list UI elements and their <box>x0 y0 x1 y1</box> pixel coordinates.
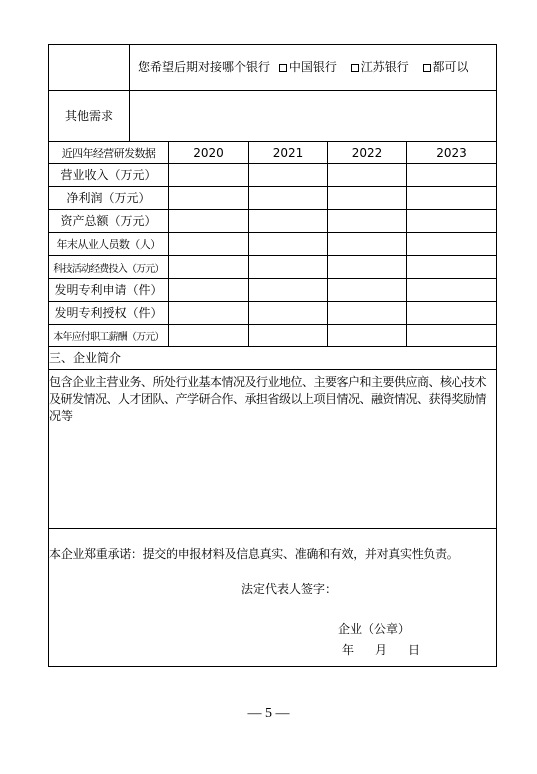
row-label-net-profit: 净利润（万元） <box>48 186 169 210</box>
row-label-payroll: 本年应付职工薪酬（万元） <box>48 324 169 347</box>
patent-applications-2020[interactable] <box>168 278 249 302</box>
date-year-label: 年 <box>342 643 355 657</box>
commitment-statement: 本企业郑重承诺：提交的申报材料及信息真实、准确和有效，并对真实性负责。 <box>49 547 459 561</box>
row-label-patent-applications: 发明专利申请（件） <box>48 278 169 302</box>
rd-investment-2023[interactable] <box>406 255 497 279</box>
other-needs-field[interactable] <box>129 90 497 142</box>
payroll-2023[interactable] <box>406 324 497 347</box>
bank-question: 您希望后期对接哪个银行 <box>138 60 271 74</box>
row-label-patent-grants: 发明专利授权（件） <box>48 301 169 325</box>
year-header-2022: 2022 <box>327 141 407 164</box>
intro-line-3: 况等 <box>49 409 74 423</box>
bank-preference-line <box>138 61 469 73</box>
option-jiangsu-bank: 江苏银行 <box>360 60 409 74</box>
checkbox-either-bank[interactable] <box>423 64 431 72</box>
net-profit-2020[interactable] <box>168 186 249 210</box>
employees-2021[interactable] <box>248 232 328 256</box>
row-label-employees: 年末从业人员数（人） <box>48 232 169 256</box>
patent-grants-2020[interactable] <box>168 301 249 325</box>
year-header-2020: 2020 <box>168 141 249 164</box>
option-either-bank: 都可以 <box>432 60 469 74</box>
patent-applications-2023[interactable] <box>406 278 497 302</box>
bank-row-blank-cell <box>48 44 130 91</box>
row-label-rd-investment: 科技活动经费投入（万元） <box>48 255 169 279</box>
revenue-2022[interactable] <box>327 163 407 187</box>
page-number: — 5 — <box>247 706 290 721</box>
company-seal-label: 企业（公章） <box>338 622 411 636</box>
total-assets-2021[interactable] <box>248 209 328 233</box>
revenue-2023[interactable] <box>406 163 497 187</box>
row-label-revenue: 营业收入（万元） <box>48 163 169 187</box>
year-header-2021: 2021 <box>248 141 328 164</box>
payroll-2020[interactable] <box>168 324 249 347</box>
date-month-label: 月 <box>375 643 388 657</box>
net-profit-2023[interactable] <box>406 186 497 210</box>
patent-grants-2023[interactable] <box>406 301 497 325</box>
total-assets-2022[interactable] <box>327 209 407 233</box>
signature-label: 法定代表人签字： <box>241 582 338 596</box>
intro-instructions <box>49 374 496 425</box>
total-assets-2020[interactable] <box>168 209 249 233</box>
employees-2020[interactable] <box>168 232 249 256</box>
checkbox-jiangsu-bank[interactable] <box>351 64 359 72</box>
rd-investment-2020[interactable] <box>168 255 249 279</box>
employees-2022[interactable] <box>327 232 407 256</box>
intro-heading: 三、企业简介 <box>49 351 122 365</box>
row-label-total-assets: 资产总额（万元） <box>48 209 169 233</box>
patent-applications-2021[interactable] <box>248 278 328 302</box>
revenue-2020[interactable] <box>168 163 249 187</box>
net-profit-2021[interactable] <box>248 186 328 210</box>
net-profit-2022[interactable] <box>327 186 407 210</box>
payroll-2021[interactable] <box>248 324 328 347</box>
patent-grants-2022[interactable] <box>327 301 407 325</box>
intro-line-2: 及研发情况、人才团队、产学研合作、承担省级以上项目情况、融资情况、获得奖励情 <box>49 392 487 406</box>
date-day-label: 日 <box>408 643 421 657</box>
patent-applications-2022[interactable] <box>327 278 407 302</box>
year-header-2023: 2023 <box>406 141 497 164</box>
revenue-2021[interactable] <box>248 163 328 187</box>
intro-line-1: 包含企业主营业务、所处行业基本情况及行业地位、主要客户和主要供应商、核心技术 <box>49 375 487 389</box>
payroll-2022[interactable] <box>327 324 407 347</box>
employees-2023[interactable] <box>406 232 497 256</box>
patent-grants-2021[interactable] <box>248 301 328 325</box>
total-assets-2023[interactable] <box>406 209 497 233</box>
rd-investment-2021[interactable] <box>248 255 328 279</box>
other-needs-label: 其他需求 <box>48 90 130 142</box>
data-table-header: 近四年经营研发数据 <box>48 141 169 164</box>
option-bank-of-china: 中国银行 <box>288 60 337 74</box>
rd-investment-2022[interactable] <box>327 255 407 279</box>
checkbox-bank-of-china[interactable] <box>279 64 287 72</box>
